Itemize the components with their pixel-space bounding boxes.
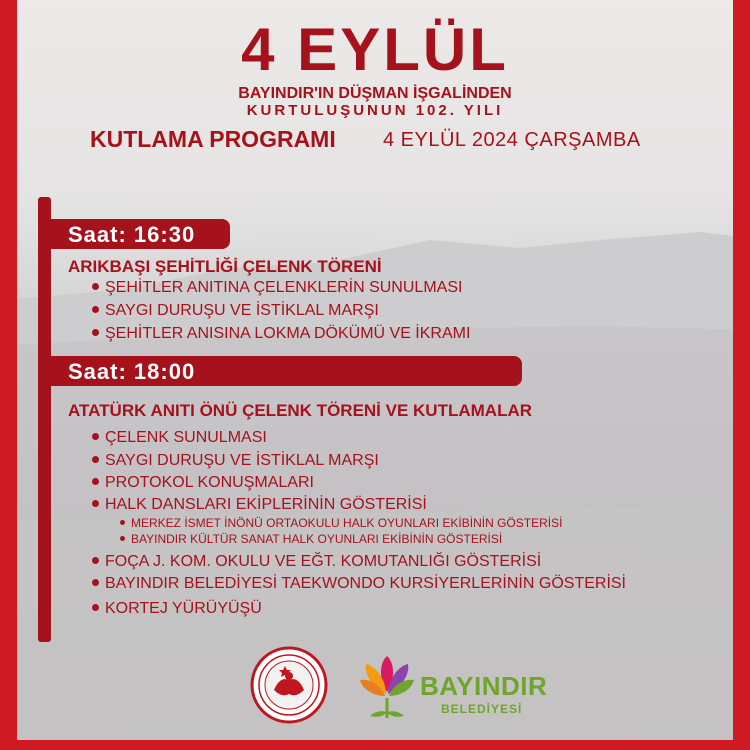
bottom-frame-bar [0, 740, 750, 750]
bullet-icon [92, 433, 99, 440]
kaymakamlik-seal-icon [250, 646, 328, 724]
session-1-heading: ARIKBAŞI ŞEHİTLİĞİ ÇELENK TÖRENİ [68, 257, 382, 276]
municipality-sub: BELEDİYESİ [441, 702, 523, 716]
session-2-time: Saat: 18:00 [68, 359, 196, 384]
subtitle-line-2: KURTULUŞUNUN 102. YILI [246, 102, 504, 119]
bullet-icon [120, 536, 125, 541]
bullet-icon [92, 329, 99, 336]
list-item: ÇELENK SUNULMASI [92, 428, 267, 448]
list-item: HALK DANSLARI EKİPLERİNİN GÖSTERİSİ [92, 495, 427, 515]
subtitle-line-1: BAYINDIR'IN DÜŞMAN İŞGALİNDEN [238, 85, 512, 102]
bullet-icon [92, 557, 99, 564]
bullet-icon [92, 500, 99, 507]
session-1-time: Saat: 16:30 [68, 222, 196, 247]
list-item: SAYGI DURUŞU VE İSTİKLAL MARŞI [92, 301, 379, 321]
bullet-icon [120, 520, 125, 525]
list-item: KORTEJ YÜRÜYÜŞÜ [92, 599, 262, 619]
bullet-icon [92, 604, 99, 611]
program-label: KUTLAMA PROGRAMI [90, 126, 336, 152]
list-item: BAYINDIR BELEDİYESİ TAEKWONDO KURSİYERLERİNİN GÖSTERİSİ [92, 574, 626, 594]
list-item: ŞEHİTLER ANISINA LOKMA DÖKÜMÜ VE İKRAMI [92, 324, 470, 344]
bullet-icon [92, 478, 99, 485]
bullet-icon [92, 283, 99, 290]
session-2-heading: ATATÜRK ANITI ÖNÜ ÇELENK TÖRENİ VE KUTLAMALAR [68, 401, 533, 420]
list-item: FOÇA J. KOM. OKULU VE EĞT. KOMUTANLIĞI GÖSTERİSİ [92, 552, 541, 572]
main-title: 4 EYLÜL [241, 16, 509, 83]
timeline-bar [38, 197, 51, 642]
list-item: PROTOKOL KONUŞMALARI [92, 473, 314, 493]
bullet-icon [92, 306, 99, 313]
belediye-flower-icon [358, 652, 416, 724]
bullet-icon [92, 579, 99, 586]
list-item: ŞEHİTLER ANITINA ÇELENKLERİN SUNULMASI [92, 278, 462, 298]
municipality-name: BAYINDIR [420, 671, 548, 701]
list-item: SAYGI DURUŞU VE İSTİKLAL MARŞI [92, 451, 379, 471]
sub-list-item: BAYINDIR KÜLTÜR SANAT HALK OYUNLARI EKİBİNİN GÖSTERİSİ [120, 532, 502, 547]
bullet-icon [92, 456, 99, 463]
sub-list-item: MERKEZ İSMET İNÖNÜ ORTAOKULU HALK OYUNLARI EKİBİNİN GÖSTERİSİ [120, 516, 562, 531]
event-date: 4 EYLÜL 2024 ÇARŞAMBA [383, 129, 641, 151]
